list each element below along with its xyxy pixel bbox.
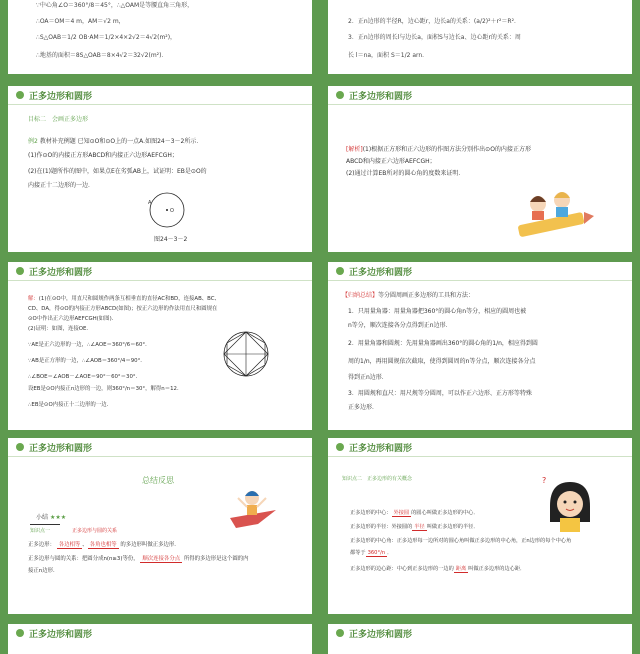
goal-title: 目标二 会画正多边形 bbox=[28, 116, 89, 123]
line: ∴地基的面积＝8S△OAB＝8×4√2＝32√2(m²)． bbox=[36, 52, 168, 59]
solution-line: ∵AE是正六边形的一边，∴∠AOE＝360°/6＝60°． bbox=[28, 342, 151, 348]
summary-line: 正多边形． bbox=[348, 404, 379, 411]
summary-line: 1．只用量角器：用量角器把360°的圆心角n等分，相应的圆周也被 bbox=[348, 308, 527, 315]
bullet-icon bbox=[16, 443, 24, 451]
girl-thinking-illustration bbox=[542, 478, 598, 534]
line: 长 l＝na，面积 S＝1/2 arn． bbox=[348, 52, 429, 59]
card-header bbox=[8, 262, 312, 280]
analysis-tag: [解析] bbox=[346, 146, 363, 153]
reflection-row-3: 接正n边形． bbox=[28, 568, 59, 574]
line: ∵中心角∠O＝360°/8＝45°，∴△OAM是等腰直角三角形， bbox=[36, 2, 194, 9]
analysis-line-3: (2)通过计算EB所对的圆心角的度数来证明． bbox=[346, 170, 465, 177]
section-title: 正多边形和圆形 bbox=[349, 629, 413, 640]
bullet-icon bbox=[336, 267, 344, 275]
concept-line-2: 正多边形的半径：外接圆的 半径 叫做正多边形的半径． bbox=[350, 524, 479, 530]
section-title: 正多边形和圆形 bbox=[349, 91, 413, 102]
card-concepts bbox=[328, 438, 632, 614]
kids-on-pencil-illustration bbox=[514, 182, 594, 242]
question-marks-icon: ? bbox=[542, 476, 547, 485]
section-title: 正多边形和圆形 bbox=[29, 629, 93, 640]
solution-line: ∵AB是正方形的一边，∴∠AOB＝360°/4＝90°． bbox=[28, 358, 146, 364]
boy-on-plane-illustration bbox=[228, 484, 278, 534]
card-summary bbox=[328, 262, 632, 430]
solution-line: (2)证明：如图，连接OE． bbox=[28, 326, 92, 332]
card-example bbox=[8, 86, 312, 252]
bullet-icon bbox=[16, 91, 24, 99]
card-header bbox=[328, 438, 632, 456]
bullet-icon bbox=[336, 629, 344, 637]
concept-line-4: 都等于 360°/n ． bbox=[350, 550, 393, 556]
analysis-line-1: [解析](1)根据正方形和正六边形的作图方法分别作出⊙O的内接正方形 bbox=[346, 146, 531, 153]
inscribed-polygon-figure bbox=[216, 324, 276, 384]
bullet-icon bbox=[16, 267, 24, 275]
reflection-row-2: 正多边形与圆的关系：把圆分成n(n≥3)等份， 顺次连接各分点 所得的多边形是这个圆的内 bbox=[28, 556, 249, 562]
reflection-title: 总结反思 bbox=[142, 476, 174, 485]
reflection-row-1: 正多边形： 各边相等 、 各角也相等 的多边形叫做正多边形． bbox=[28, 542, 180, 548]
question-2a: (2)在(1)题所作的图中，如果点E在劣弧AB上，试证明：EB是⊙O的 bbox=[28, 168, 207, 175]
example-text: 教材补充例题 已知⊙O和⊙O上的一点A.如图24－3－2所示． bbox=[39, 138, 203, 145]
card-solution bbox=[8, 262, 312, 430]
solution-line: ∴EB是⊙O内接正十二边形的一边． bbox=[28, 402, 112, 408]
bullet-icon bbox=[336, 443, 344, 451]
summary-line: n等分，顺次连接各分点得到正n边形． bbox=[348, 322, 452, 329]
solution-line: 设EB是⊙O内接正n边形的一边，则360°/n＝30°，解得n＝12． bbox=[28, 386, 183, 392]
solution-tag: 解： bbox=[28, 296, 39, 302]
card-header bbox=[8, 86, 312, 104]
example-label: 例2 bbox=[28, 138, 38, 145]
card-next-right bbox=[328, 624, 632, 654]
section-title: 正多边形和圆形 bbox=[349, 267, 413, 278]
circle-figure bbox=[142, 190, 192, 230]
analysis-line-2: ABCD和内接正六边形AEFCGH； bbox=[346, 158, 436, 165]
concept-line-5: 正多边形的边心距：中心到正多边形的一边的 距离 叫做正多边形的边心距． bbox=[350, 566, 526, 572]
figure-caption: 图24－3－2 bbox=[154, 236, 188, 243]
stars: ★★★ bbox=[49, 514, 67, 521]
question-1: (1)作⊙O的内接正方形ABCD和内接正六边形AEFCGH； bbox=[28, 152, 178, 159]
figure-label-o: O bbox=[170, 208, 174, 214]
card-next-left bbox=[8, 624, 312, 654]
concept-line-1: 正多边形的中心： 外接圆 的圆心叫做正多边形的中心． bbox=[350, 510, 479, 516]
bullet-icon bbox=[16, 629, 24, 637]
summary-line: 周的1/n，再用圆规依次截取，使得到圆周的n等分点，顺次连接各分点 bbox=[348, 358, 536, 365]
line: 2．正n边形的半径R，边心距r，边长a的关系：(a/2)²＋r²＝R²． bbox=[348, 18, 520, 25]
knowledge-point-label: 知识点二 正多边形的有关概念 bbox=[342, 476, 413, 482]
summary-line: 3．用圆规和直尺：用尺规等分圆周，可以作正六边形、正方形等特殊 bbox=[348, 390, 532, 397]
example-line bbox=[28, 138, 202, 145]
card-header bbox=[328, 262, 632, 280]
solution-line: ∴∠BOE＝∠AOB－∠AOE＝90°－60°＝30°． bbox=[28, 374, 141, 380]
section-title: 正多边形和圆形 bbox=[29, 91, 93, 102]
section-title: 正多边形和圆形 bbox=[29, 267, 93, 278]
summary-small-label: 小结 ★★★ bbox=[36, 514, 67, 521]
knowledge-point-text: 正多边形与圆的关系 bbox=[72, 528, 118, 534]
knowledge-point-label: 知识点一 bbox=[30, 528, 51, 534]
card-analysis bbox=[328, 86, 632, 252]
line: 3．正n边形的周长l与边长a，面积S与边长a、边心距r的关系：周 bbox=[348, 34, 521, 41]
summary-line: 2．用量角器和圆规：先用量角器画出360°的圆心角的1/n，相应得到圆 bbox=[348, 340, 538, 347]
line: ∴S△OAB＝1/2 OB·AM＝1/2×4×2√2＝4√2(m²)， bbox=[36, 34, 177, 41]
card-area-result bbox=[8, 0, 312, 74]
section-title: 正多边形和圆形 bbox=[349, 443, 413, 454]
bullet-icon bbox=[336, 91, 344, 99]
card-header bbox=[8, 438, 312, 456]
solution-line: 解：(1)在⊙O中，用直尺和圆规作两条互相垂直的直径AC和BD，连接AB、BC、 bbox=[28, 296, 220, 302]
card-header bbox=[328, 624, 632, 642]
card-header bbox=[328, 86, 632, 104]
summary-line: 得到正n边形． bbox=[348, 374, 388, 381]
summary-head: 【归纳总结】等分圆周画正多边形的工具和方法： bbox=[342, 292, 475, 299]
line: ∴OA＝OM＝4 m，AM＝√2 m， bbox=[36, 18, 125, 25]
solution-line: ⊙O中作出正六边形AEFCGH(如图)． bbox=[28, 316, 118, 322]
question-2b: 内接正十二边形的一边． bbox=[28, 182, 95, 189]
summary-tag: 【归纳总结】 bbox=[342, 292, 379, 299]
card-header bbox=[8, 624, 312, 642]
figure-label-a: A bbox=[148, 200, 152, 206]
solution-line: CD、DA，得⊙O的内接正方形ABCD(如图)；按正六边形的作法用直尺和圆规在 bbox=[28, 306, 218, 312]
section-title: 正多边形和圆形 bbox=[29, 443, 93, 454]
card-formulas bbox=[328, 0, 632, 74]
concept-line-3: 正多边形的中心角：正多边形每一边所对的圆心角叫做正多边形的中心角，正n边形的每个中心角 bbox=[350, 538, 572, 544]
card-reflection bbox=[8, 438, 312, 614]
